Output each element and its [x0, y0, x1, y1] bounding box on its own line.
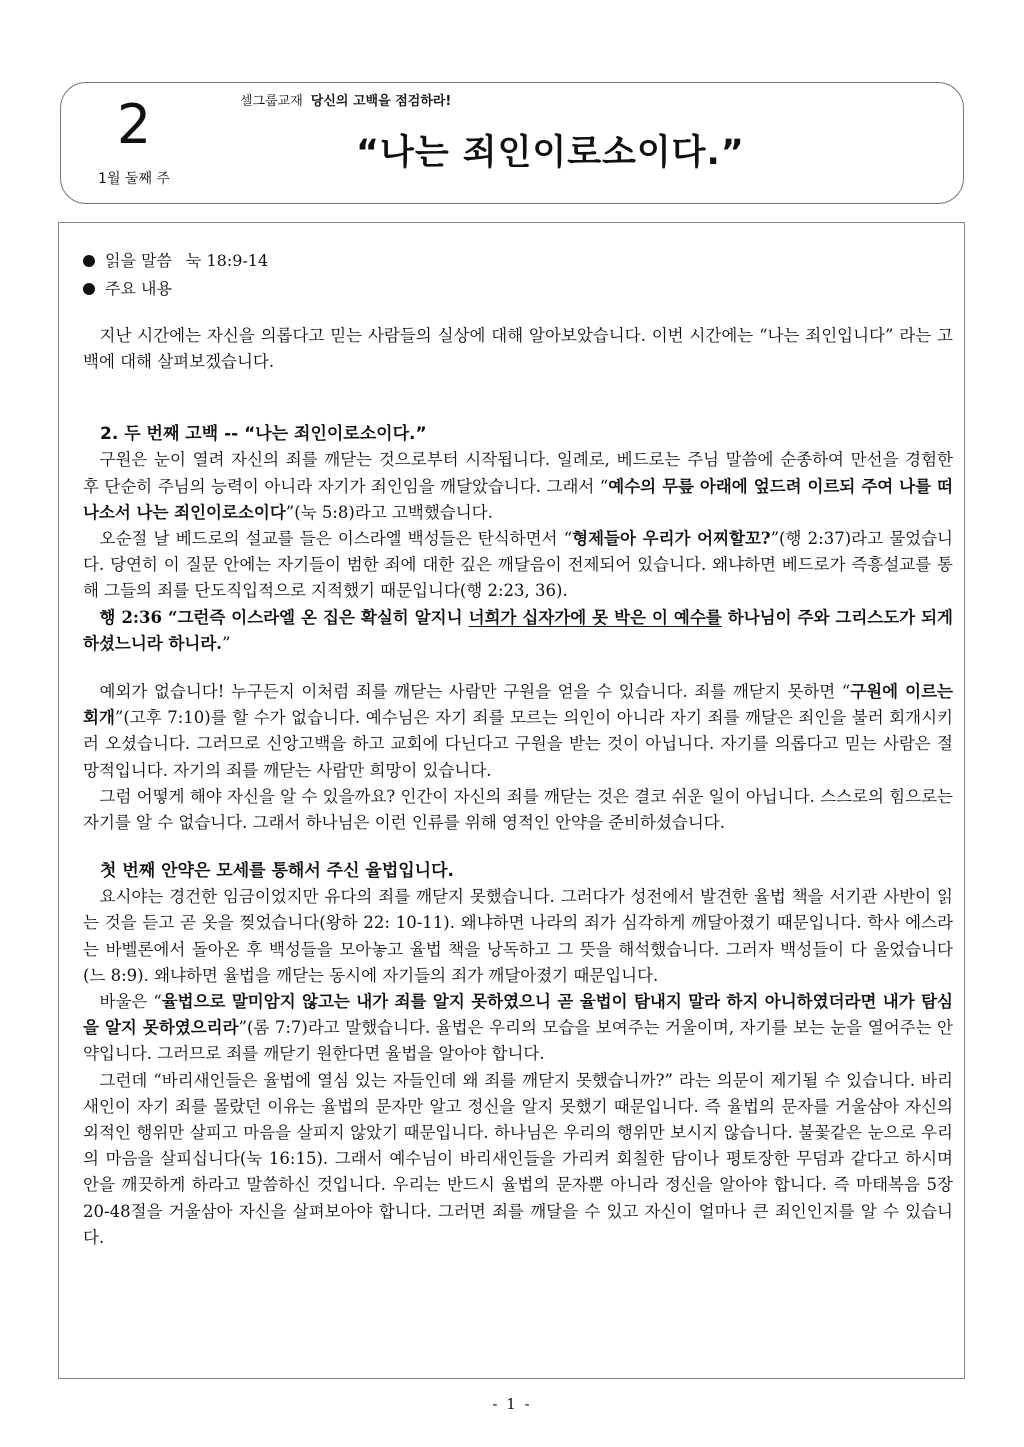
meta-block [83, 247, 953, 303]
paragraph: 예외가 없습니다! 누구든지 이처럼 죄를 깨닫는 사람만 구원을 얻을 수 있습니다. 죄를 깨닫지 못하면 “구원에 이르는 회개”(고후 7:10)를 할 수가 없습니다. 예수님은 자기 죄를 모르는 의인이 아니라 자기 죄를 깨달은 죄인을 불러 회개시키러 오셨습니다. 그러므로 신앙고백을 하고 교회에 다닌다고 구원을 받는 것이 아닙니다. 자기를 의롭다고 믿는 사람은 절망적입니다. 자기의 죄를 깨닫는 사람만 희망이 있습니다. [83, 682, 953, 780]
summary-label: 주요 내용 [105, 279, 172, 298]
paragraph: 바울은 “율법으로 말미암지 않고는 내가 죄를 알지 못하였으니 곧 율법이 탐내지 말라 하지 아니하였더라면 내가 탐심을 알지 못하였으리라”(롬 7:7)라고 말했습니다. 율법은 우리의 모습을 보여주는 거울이며, 자기를 보는 눈을 열어주는 안약입니다. 그러므로 죄를 깨닫기 원한다면 율법을 알아야 합니다. [83, 992, 953, 1064]
week-label: 1월 둘째 주 [98, 171, 170, 187]
paragraph: 그럼 어떻게 해야 자신을 알 수 있을까요? 인간이 자신의 죄를 깨닫는 것은 결코 쉬운 일이 아닙니다. 스스로의 힘으로는 자기를 알 수 없습니다. 그래서 하나님은 이런 인류를 위해 영적인 안약을 준비하셨습니다. [83, 786, 953, 833]
scripture-quote: 행 2:36 “그런즉 이스라엘 온 집은 확실히 알지니 너희가 십자가에 못 박은 이 예수를 하나님이 주와 그리스도가 되게 하셨느니라 하니라.” [83, 607, 953, 653]
page-number: - 1 - [492, 1395, 532, 1413]
content-body [83, 247, 953, 1251]
reading-ref: 눅 18:9-14 [185, 251, 269, 270]
section-heading: 첫 번째 안약은 모세를 통해서 주신 율법입니다. [100, 861, 454, 882]
series-name: 셀그룹교재 [240, 94, 303, 109]
section-heading: 2. 두 번째 고백 -- “나는 죄인이로소이다.” [100, 424, 427, 445]
bullet-icon [83, 255, 95, 267]
series-topic: 당신의 고백을 점검하라! [310, 94, 452, 109]
summary-row [83, 275, 953, 303]
reading-row [83, 247, 953, 275]
series-line [240, 92, 451, 112]
lesson-number: 2 [116, 93, 152, 156]
quote-bold: 율법으로 말미암지 않고는 내가 죄를 알지 못하였으니 곧 율법이 탐내지 말라 하지 아니하였더라면 내가 탐심을 알지 못하였으리라 [83, 992, 953, 1038]
intro-paragraph: 지난 시간에는 자신을 의롭다고 믿는 사람들의 실상에 대해 알아보았습니다. 이번 시간에는 “나는 죄인입니다” 라는 고백에 대해 살펴보겠습니다. [83, 326, 953, 372]
paragraph: 구원은 눈이 열려 자신의 죄를 깨닫는 것으로부터 시작됩니다. 일례로, 베드로는 주님 말씀에 순종하여 만선을 경험한 후 단순히 주님의 능력이 아니라 자기가 죄인임을 깨달았습니다. 그래서 “예수의 무릎 아래에 엎드려 이르되 주여 나를 떠나소서 나는 죄인이로소이다”(눅 5:8)라고 고백했습니다. [83, 450, 953, 522]
quote-bold: 형제들아 우리가 어찌할꼬? [572, 529, 771, 549]
quote-bold: 예수의 무릎 아래에 엎드려 이르되 주여 나를 떠나소서 나는 죄인이로소이다 [83, 476, 953, 522]
paragraph: 그런데 “바리새인들은 율법에 열심 있는 자들인데 왜 죄를 깨닫지 못했습니까?” 라는 의문이 제기될 수 있습니다. 바리새인이 자기 죄를 몰랐던 이유는 율법의 문자만 알고 정신을 알지 못했기 때문입니다. 즉 율법의 문자를 거울삼아 자신의 외적인 행위만 살피고 마음을 살피지 않았기 때문입니다. 하나님은 우리의 행위만 보시지 않습니다. 불꽃같은 눈으로 우리의 마음을 살피십니다(눅 16:15). 그래서 예수님이 바리새인들을 가리켜 회칠한 담이나 평토장한 무덤과 같다고 하시며 안을 깨끗하게 하라고 말씀하신 것입니다. 우리는 반드시 율법의 문자뿐 아니라 정신을 알아야 합니다. 즉 마태복음 5장 20-48절을 거울삼아 자신을 살펴보아야 합니다. 그러면 죄를 깨달을 수 있고 자신이 얼마나 큰 죄인인지를 알 수 있습니다. [83, 1070, 953, 1247]
paragraph: 오순절 날 베드로의 설교를 들은 이스라엘 백성들은 탄식하면서 “형제들아 우리가 어찌할꼬?”(행 2:37)라고 물었습니다. 당연히 이 질문 안에는 자기들이 범한 죄에 대한 깊은 깨달음이 전제되어 있습니다. 왜냐하면 베드로가 즉흥설교를 통해 그들의 죄를 단도직입적으로 지적했기 때문입니다(행 2:23, 36). [83, 529, 953, 601]
page-title: “나는 죄인이로소이다.” [356, 133, 745, 173]
content-box [58, 222, 965, 1379]
reading-label: 읽을 말씀 [105, 251, 172, 270]
underlined-phrase: 너희가 십자가에 못 박은 이 예수를 [468, 607, 722, 627]
bullet-icon [83, 283, 95, 295]
quote-bold: 구원에 이르는 회개 [83, 682, 953, 728]
paragraph: 요시야는 경건한 임금이었지만 유다의 죄를 깨닫지 못했습니다. 그러다가 성전에서 발견한 율법 책을 서기관 사반이 읽는 것을 듣고 곧 옷을 찢었습니다(왕하 22: 10-11). 왜냐하면 나라의 죄가 심각하게 깨달아졌기 때문입니다. 학사 에스라는 바벨론에서 돌아온 후 백성들을 모아놓고 율법 책을 낭독하고 그 뜻을 해석했습니다. 그러자 백성들이 다 울었습니다(느 8:9). 왜냐하면 율법을 깨닫는 동시에 자기들의 죄가 깨달아졌기 때문입니다. [83, 887, 953, 985]
